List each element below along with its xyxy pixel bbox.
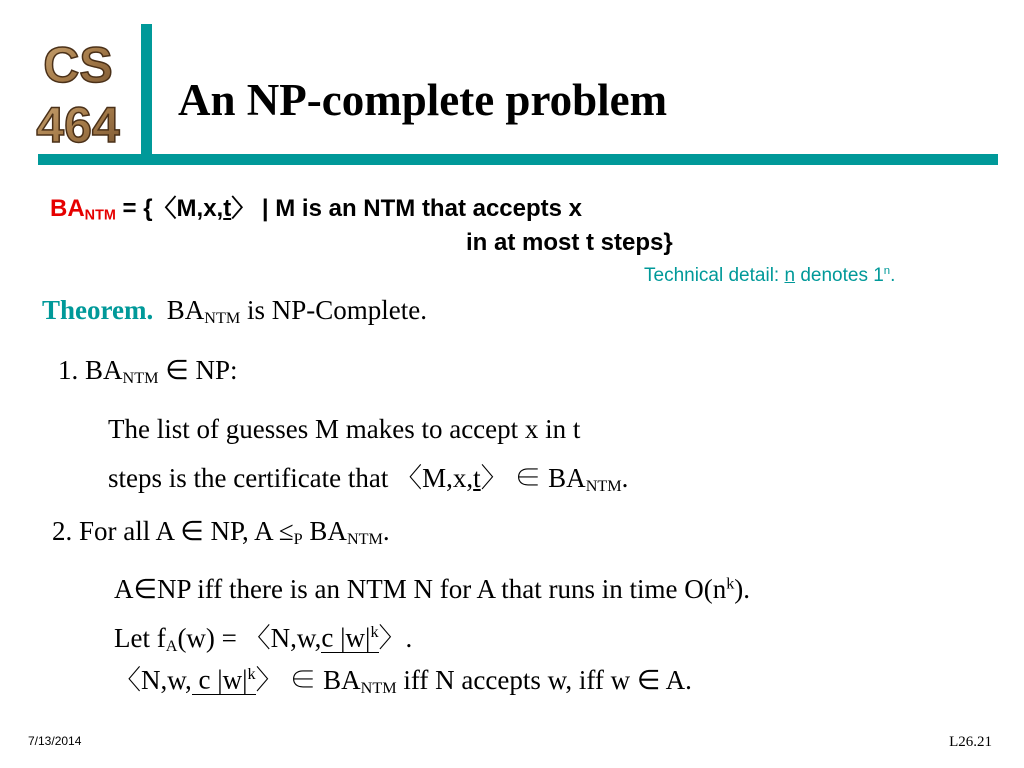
definition-line1 [50, 188, 582, 224]
slide-number: L26.21 [949, 734, 992, 750]
part1-lb-a: steps is the certificate that 〈M,x, [108, 463, 474, 493]
part2-l2-c: 〉. [378, 623, 413, 653]
part2-l3-sup: k [247, 665, 256, 684]
logo-line1: CS [43, 37, 113, 93]
theorem-text-b: is NP-Complete. [240, 295, 427, 325]
definition-eq: = {〈M,x, [115, 195, 224, 222]
part2-head-sub: NTM [346, 530, 383, 549]
part2-heading [52, 516, 390, 549]
part1-line-a: The list of guesses M makes to accept x in t [108, 414, 581, 444]
cs464-logo-graphic [22, 30, 134, 150]
tech-mid: denotes 1 [795, 265, 884, 286]
part1-line-b [108, 456, 628, 496]
definition-line2: in at most t steps} [466, 229, 673, 256]
part2-l1-a: A∈NP iff there is an NTM N for A that runs in time O(n [114, 574, 727, 604]
part1-head-b: ∈ NP: [158, 355, 238, 385]
part2-l3-c: iff N accepts w, iff w ∈ A. [396, 665, 692, 695]
part2-l1-sup: k [726, 574, 735, 593]
footer-date: 7/13/2014 [28, 734, 82, 748]
part2-l3-blank [192, 666, 256, 695]
part2-line3 [114, 658, 692, 698]
part2-head-p: P [293, 530, 303, 549]
definition-rest: 〉 | M is an NTM that accepts x [231, 195, 583, 222]
part1-lb-t: t [473, 463, 481, 493]
part1-heading [58, 355, 238, 388]
part2-l3-blank-text: c |w| [191, 665, 248, 695]
part2-l2-a: Let f [114, 623, 166, 653]
part2-l2-sub: A [165, 637, 178, 656]
theorem-text-a: BA [153, 295, 205, 325]
part2-l2-blank-text: c |w| [321, 623, 371, 653]
part2-head-a: 2. For all A ∈ NP, A ≤ [52, 516, 294, 546]
part1-lb-c: . [621, 463, 629, 493]
tech-prefix: Technical detail: [644, 265, 785, 286]
part2-line1 [114, 574, 750, 605]
technical-detail [644, 265, 895, 287]
part2-l3-sub: NTM [360, 679, 397, 698]
part2-line2 [114, 616, 412, 656]
definition-name-sub: NTM [84, 207, 116, 224]
theorem-label: Theorem. [42, 295, 154, 325]
definition-t: t [223, 195, 232, 222]
definition-name: BA [50, 195, 85, 222]
tech-end: . [890, 265, 896, 286]
part2-l3-a: 〈N,w, [114, 665, 192, 695]
part2-head-b: BA [302, 516, 347, 546]
tech-n: n [784, 265, 796, 286]
part2-head-c: . [382, 516, 390, 546]
title-horizontal-rule [38, 154, 998, 165]
theorem-sub: NTM [204, 309, 241, 328]
part2-l2-sup: k [370, 623, 379, 642]
part1-head-a: 1. BA [58, 355, 123, 385]
theorem [42, 295, 427, 328]
tech-sup: n [883, 265, 891, 278]
logo-line2: 464 [36, 97, 120, 150]
part1-lb-sub: NTM [585, 477, 622, 496]
part1-head-sub: NTM [122, 369, 159, 388]
part2-l3-b: 〉 ∈ BA [255, 665, 361, 695]
cs464-logo [22, 30, 134, 150]
slide-title: An NP-complete problem [178, 75, 668, 125]
part1-lb-b: 〉 ∈ BA [480, 463, 586, 493]
part2-l2-blank [321, 624, 378, 653]
part2-l1-b: ). [734, 574, 751, 604]
title-vertical-rule [141, 24, 152, 159]
part2-l2-b: (w) = 〈N,w, [177, 623, 322, 653]
